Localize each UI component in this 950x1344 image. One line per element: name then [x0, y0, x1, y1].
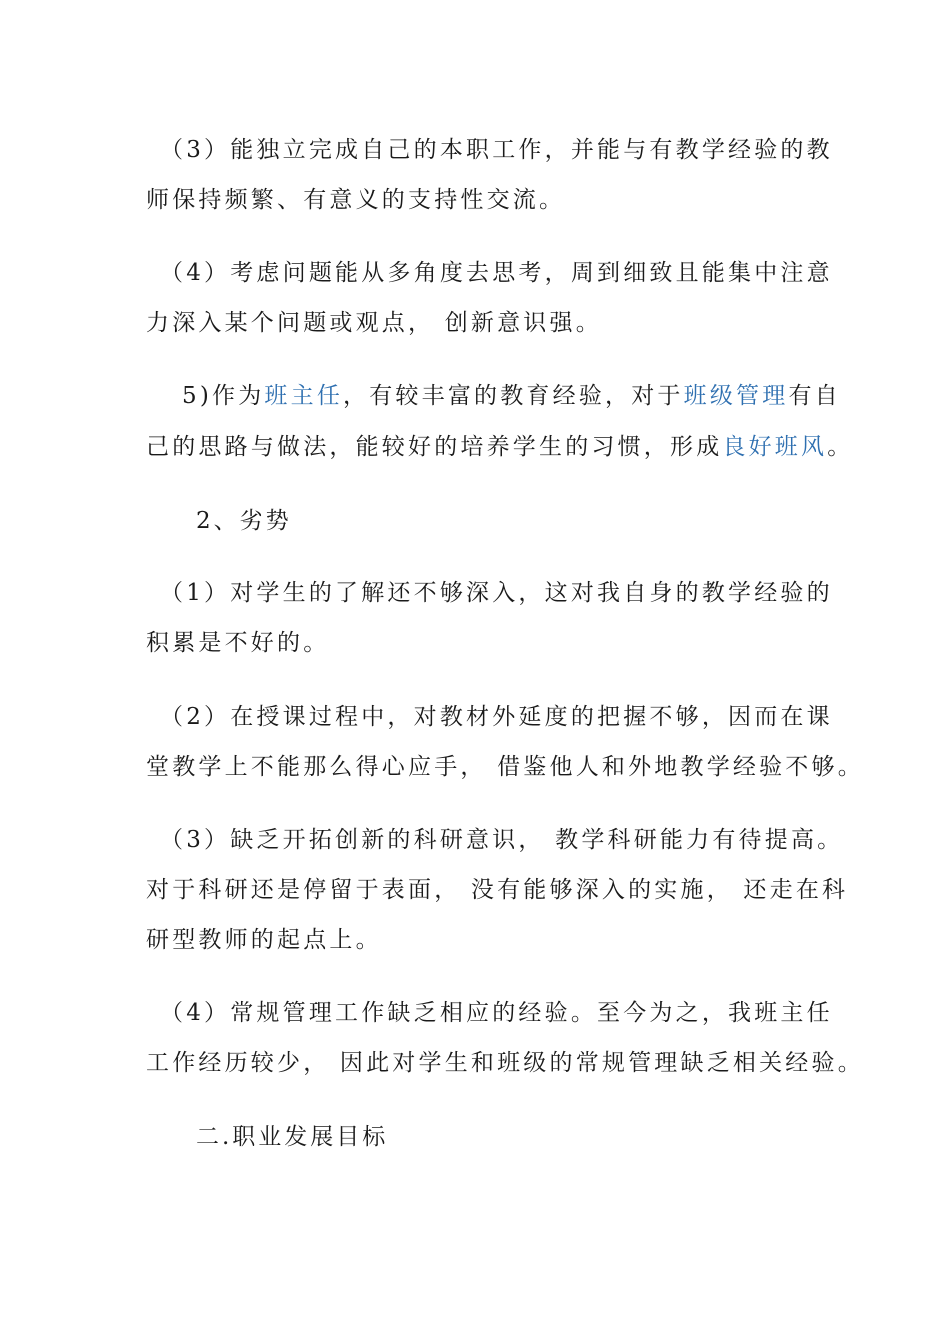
text-segment: （1）对学生的了解还不够深入，这对我自身的教学经验的 [160, 580, 833, 606]
text-segment: （3）缺乏开拓创新的科研意识， 教学科研能力有待提高。 [160, 827, 844, 853]
text-segment: 堂教学上不能那么得心应手， 借鉴他人和外地教学经验不够。 [146, 754, 864, 780]
text-line [160, 702, 833, 732]
link-good-class-style[interactable]: 良好班风 [722, 434, 828, 460]
text-line [160, 578, 833, 608]
heading-text: 2、劣势 [196, 508, 292, 534]
text-line [146, 308, 602, 338]
text-line [146, 185, 565, 215]
text-segment: （4）常规管理工作缺乏相应的经验。至今为之，我班主任 [160, 1000, 833, 1026]
text-line [146, 925, 382, 955]
text-segment: （3）能独立完成自己的本职工作，并能与有教学经验的教 [160, 137, 833, 163]
text-line [146, 432, 853, 462]
heading-line [196, 1122, 388, 1152]
link-class-management[interactable]: 班级管理 [683, 383, 789, 409]
text-segment: 5)作为 [182, 383, 265, 409]
text-segment: （4）考虑问题能从多角度去思考，周到细致且能集中注意 [160, 260, 833, 286]
text-line [182, 381, 841, 411]
text-line [146, 752, 864, 782]
text-line [146, 1048, 864, 1078]
text-segment: 。 [827, 434, 854, 460]
heading-text: 二.职业发展目标 [196, 1124, 389, 1150]
text-line [160, 258, 833, 288]
text-segment: 积累是不好的。 [146, 630, 330, 656]
text-segment: 工作经历较少， 因此对学生和班级的常规管理缺乏相关经验。 [146, 1050, 864, 1076]
text-line [146, 628, 329, 658]
link-class-teacher[interactable]: 班主任 [264, 383, 344, 409]
text-segment: 力深入某个问题或观点， 创新意识强。 [146, 310, 602, 336]
text-line [160, 135, 833, 165]
text-segment: （2）在授课过程中，对教材外延度的把握不够，因而在课 [160, 704, 833, 730]
text-line [160, 825, 843, 855]
text-segment: 师保持频繁、有意义的支持性交流。 [146, 187, 566, 213]
text-line [160, 998, 833, 1028]
text-segment: 有自 [788, 383, 841, 409]
text-line [146, 875, 848, 905]
text-segment: 对于科研还是停留于表面， 没有能够深入的实施， 还走在科 [146, 877, 849, 903]
text-segment: ，有较丰富的教育经验，对于 [343, 383, 684, 409]
text-segment: 研型教师的起点上。 [146, 927, 382, 953]
heading-line [196, 506, 292, 536]
text-segment: 己的思路与做法，能较好的培养学生的习惯，形成 [146, 434, 723, 460]
